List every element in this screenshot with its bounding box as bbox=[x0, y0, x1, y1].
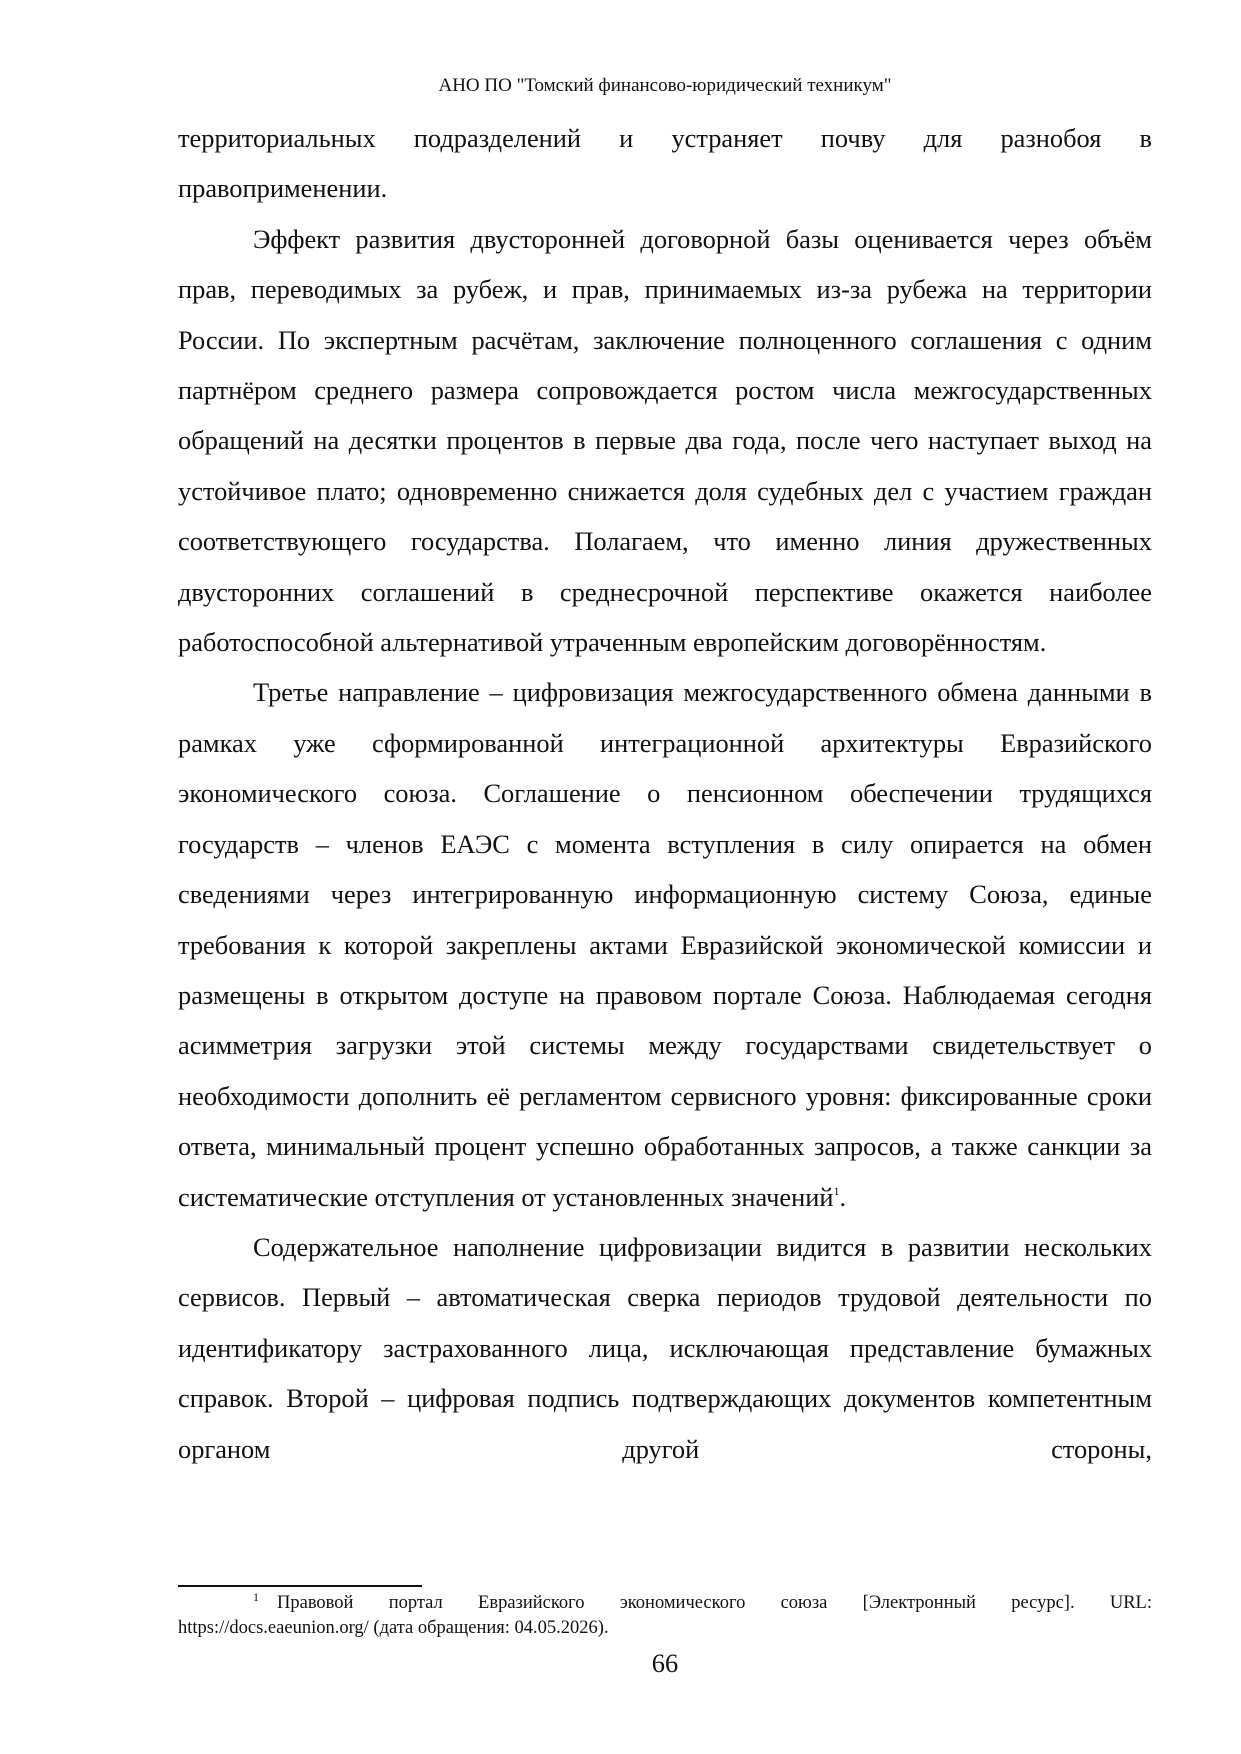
footnote-separator bbox=[178, 1585, 422, 1587]
paragraph-digital-services: Содержательное наполнение цифровизации видится в развитии нескольких сервисов. Первый – автоматическая сверка периодов трудовой деятельности по идентификатору застрахованного лица, исключающая представление бумажных справок. Второй – цифровая подпись подтверждающих документов компетентным органом другой стороны, bbox=[178, 1231, 1152, 1464]
paragraph-digitalization: Третье направление – цифровизация межгосударственного обмена данными в рамках уже сформированной интеграционной архитектуры Евразийского экономического союза. Соглашение о пенсионном обеспечении трудящихся государств – членов ЕАЭС с момента вступления в силу опирается на обмен сведениями через интегрированную информационную систему Союза, единые требования к которой закреплены актами Евразийской экономической комиссии и размещены в открытом доступе на правовом портале Союза. Наблюдаемая сегодня асимметрия загрузки этой системы между государствами свидетельствует о необходимости дополнить её регламентом сервисного уровня: фиксированные сроки ответа, минимальный процент успешно обработанных запросов, а также санкции за систематические отступления от установленных значений$^1$. bbox=[178, 677, 1153, 1212]
footnote bbox=[178, 1591, 1152, 1641]
running-header: АНО ПО "Томский финансово-юридический техникум" bbox=[438, 75, 892, 96]
document-body bbox=[178, 113, 1152, 1474]
page-number: 66 bbox=[651, 1648, 679, 1678]
footnote-reference[interactable]: 1 bbox=[833, 1183, 840, 1198]
paragraph-bilateral-agreements: Эффект развития двусторонней договорной базы оценивается через объём прав, переводимых за рубеж, и прав, принимаемых из-за рубежа на территории России. По экспертным расчётам, заключение полноценного соглашения с одним партнёром среднего размера сопровождается ростом числа межгосударственных обращений на десятки процентов в первые два года, после чего наступает выход на устойчивое плато; одновременно снижается доля судебных дел с участием граждан соответствующего государства. Полагаем, что именно линия дружественных двусторонних соглашений в среднесрочной перспективе окажется наиболее работоспособной альтернативой утраченным европейским договорённостям. bbox=[178, 223, 1152, 658]
footnote-line-2: https://docs.eaeunion.org/ (дата обращения: 04.05.2026). bbox=[178, 1618, 609, 1638]
paragraph-continuation: территориальных подразделений и устраняет почву для разнобоя в правоприменении. bbox=[178, 123, 1152, 204]
footnote-number: 1 bbox=[253, 1589, 259, 1604]
footnote-line-1: $^1$ Правовой портал Евразийского экономического союза [Электронный ресурс]. URL: bbox=[253, 1589, 1152, 1613]
